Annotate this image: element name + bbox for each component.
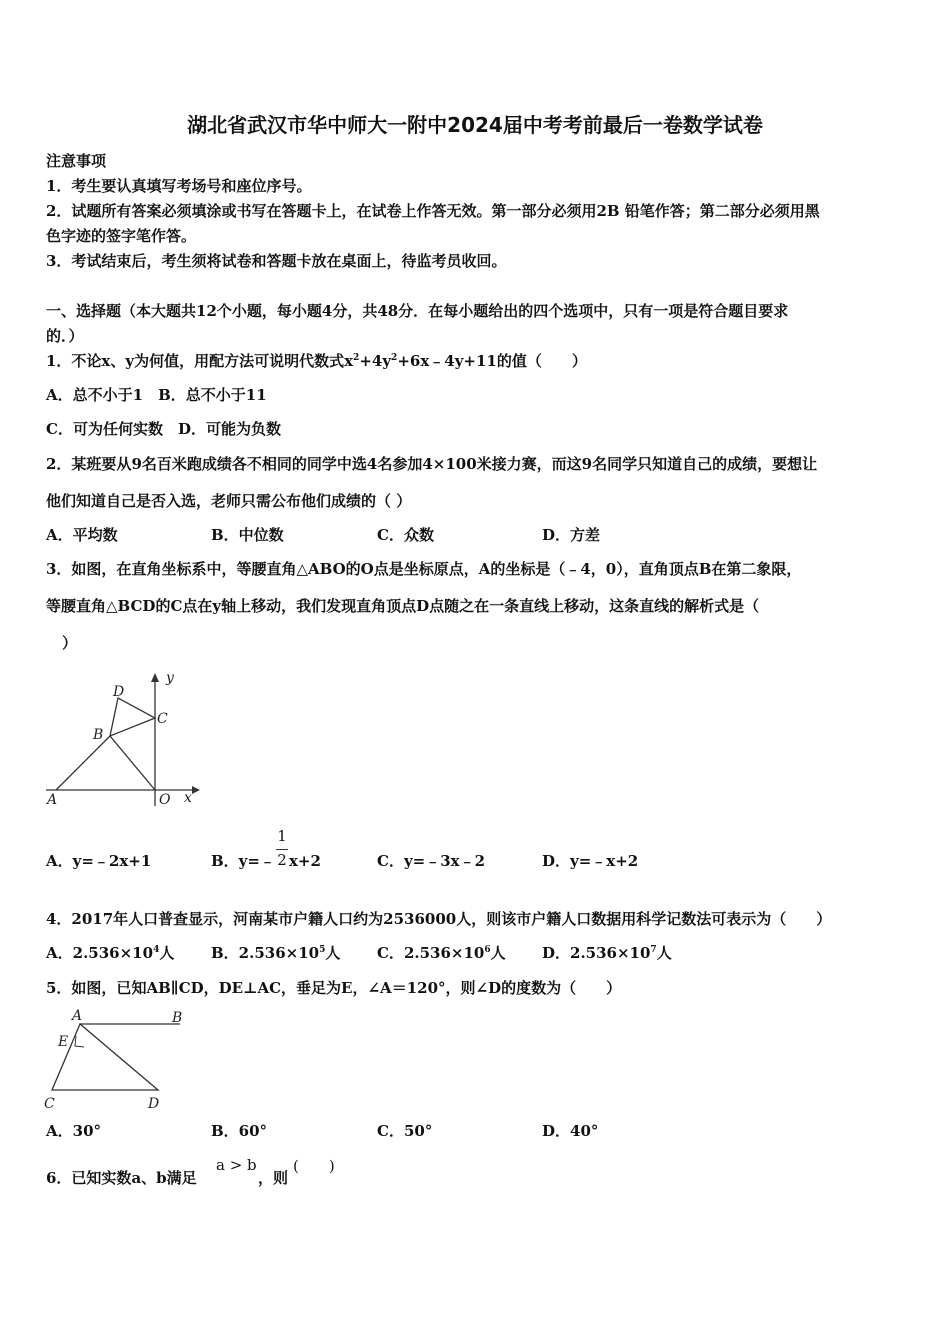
- figure-label-y: y: [166, 670, 174, 686]
- section-heading: 一、选择题（本大题共12个小题，每小题4分，共48分．在每小题给出的四个选项中，只有一项是符合题目要求: [46, 302, 789, 320]
- section-heading-cont: 的．）: [46, 327, 84, 345]
- question-3-option-d: D．y=﹣x+2: [542, 852, 639, 870]
- question-5-option-c: C．50°: [377, 1122, 433, 1140]
- question-5-option-a: A．30°: [46, 1122, 102, 1140]
- question-3-option-c: C．y=﹣3x﹣2: [377, 852, 486, 870]
- question-1-stem: 1．不论x、y为何值，用配方法可说明代数式$x^2+4y^2+6x﹣4y+11$的值（ ）: [46, 352, 587, 370]
- question-6-stem: 6．已知实数a、b满足: [46, 1169, 197, 1187]
- fraction-denominator: 2: [277, 851, 287, 869]
- notice-item: 1．考生要认真填写考场号和座位序号。: [46, 177, 312, 195]
- question-3-option-b: B．y=﹣ x+2: [211, 852, 321, 870]
- question-1-options-ab: A．总不小于1 B．总不小于11: [46, 386, 267, 404]
- question-3-stem-end: ）: [62, 634, 78, 652]
- question-4-option-d: D．$2.536\times 10^7$人: [542, 944, 672, 962]
- figure-label-b: B: [93, 727, 104, 743]
- question-4-option-b: B．$2.536\times 10^5$人: [211, 944, 341, 962]
- fraction-bar: [276, 849, 288, 850]
- question-6-condition: a > b: [216, 1156, 257, 1174]
- question-2-stem: 2．某班要从9名百米跑成绩各不相同的同学中选4名参加4×100米接力赛，而这9名同学只知道自己的成绩，要想让: [46, 455, 818, 473]
- notice-item: 3．考试结束后，考生须将试卷和答题卡放在桌面上，待监考员收回。: [46, 252, 507, 270]
- question-2-option-b: B．中位数: [211, 526, 284, 544]
- question-6-answer-paren: ( ): [293, 1157, 335, 1175]
- question-4-stem: 4．2017年人口普查显示，河南某市户籍人口约为2536000人，则该市户籍人口数据用科学记数法可表示为（ ）: [46, 910, 832, 928]
- question-4-option-c: C．$2.536\times 10^6$人: [377, 944, 506, 962]
- question-2-stem-cont: 他们知道自己是否入选，老师只需公布他们成绩的（ ）: [46, 492, 412, 510]
- question-1-options-cd: C．可为任何实数 D．可能为负数: [46, 420, 281, 438]
- figure-label-o: O: [159, 792, 171, 808]
- figure-label-a: A: [47, 792, 58, 808]
- figure-label-a: A: [72, 1008, 83, 1024]
- question-2-option-d: D．方差: [542, 526, 601, 544]
- figure-label-c: C: [44, 1096, 55, 1112]
- figure-label-x: x: [184, 790, 192, 806]
- figure-label-d: D: [113, 684, 125, 700]
- question-4-option-a: A．$2.536\times 10^4$人: [46, 944, 175, 962]
- question-3-stem: 3．如图，在直角坐标系中，等腰直角△ABO的O点是坐标原点，A的坐标是（﹣4，0），直角顶点B在第二象限，: [46, 560, 802, 578]
- notice-item: 色字迹的签字笔作答。: [46, 227, 197, 245]
- figure-label-c: C: [157, 711, 168, 727]
- figure-label-d: D: [148, 1096, 160, 1112]
- question-3-figure: [44, 668, 204, 810]
- question-2-option-a: A．平均数: [46, 526, 118, 544]
- question-5-figure: [40, 1006, 190, 1114]
- fraction-numerator: 1: [277, 827, 287, 845]
- notice-item: 2．试题所有答案必须填涂或书写在答题卡上，在试卷上作答无效。第一部分必须用2B 铅笔作答；第二部分必须用黑: [46, 202, 820, 220]
- figure-label-b: B: [172, 1010, 183, 1026]
- question-2-option-c: C．众数: [377, 526, 434, 544]
- question-3-stem-cont: 等腰直角△BCD的C点在y轴上移动，我们发现直角顶点D点随之在一条直线上移动，这条直线的解析式是（: [46, 597, 760, 615]
- question-5-option-d: D．40°: [542, 1122, 599, 1140]
- figure-label-e: E: [58, 1034, 69, 1050]
- question-5-option-b: B．60°: [211, 1122, 268, 1140]
- question-5-stem: 5．如图，已知AB∥CD，DE⊥AC，垂足为E，∠A＝120°，则∠D的度数为（ ）: [46, 979, 622, 997]
- page-title: 湖北省武汉市华中师大一附中2024届中考考前最后一卷数学试卷: [187, 113, 763, 137]
- question-6-stem-cont: ，则: [258, 1169, 289, 1187]
- question-3-option-a: A．y=﹣2x+1: [46, 852, 152, 870]
- notice-heading: 注意事项: [46, 152, 107, 170]
